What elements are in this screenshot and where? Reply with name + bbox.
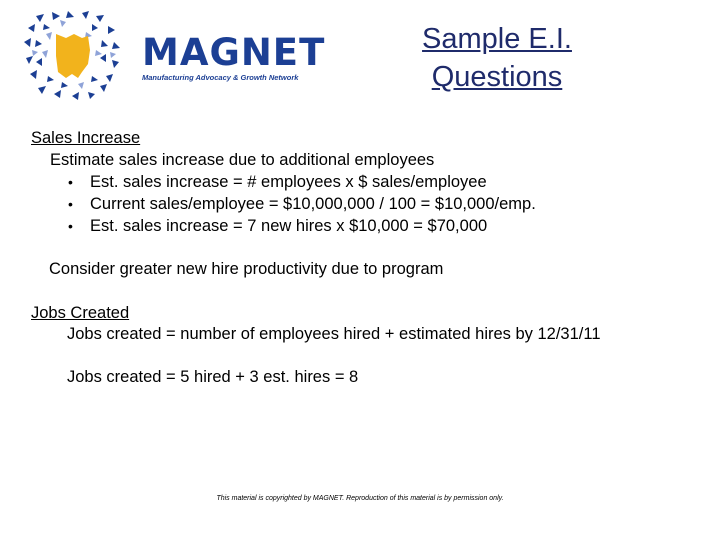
bullet-icon: • [68,218,73,234]
jobs-formula: Jobs created = number of employees hired + estimated hires by 12/31/11 [67,325,601,343]
brand-name: MAGNET [142,31,326,74]
sales-heading: Sales Increase [31,129,141,147]
brand-block [142,31,326,82]
slide-title-line2: Questions [431,61,563,93]
bullet-icon: • [68,196,73,212]
slide-title [392,20,602,96]
brand-tagline: Manufacturing Advocacy & Growth Network [142,73,299,82]
sales-bullet-2: Current sales/employee = $10,000,000 / 100 = $10,000/emp. [90,195,536,213]
sales-bullet-3: Est. sales increase = 7 new hires x $10,000 = $70,000 [90,217,488,235]
jobs-heading: Jobs Created [31,304,130,322]
slide-title-line1: Sample E.I. [422,23,572,55]
magnet-logo-icon [22,10,122,102]
copyright-footer: This material is copyrighted by MAGNET. Reproduction of this material is by permission only. [216,495,504,502]
sales-intro: Estimate sales increase due to additional employees [50,151,435,169]
jobs-example: Jobs created = 5 hired + 3 est. hires = 8 [67,368,359,386]
sales-note: Consider greater new hire productivity due to program [49,260,444,278]
sales-bullet-1: Est. sales increase = # employees x $ sales/employee [90,173,487,191]
bullet-icon: • [68,174,73,190]
